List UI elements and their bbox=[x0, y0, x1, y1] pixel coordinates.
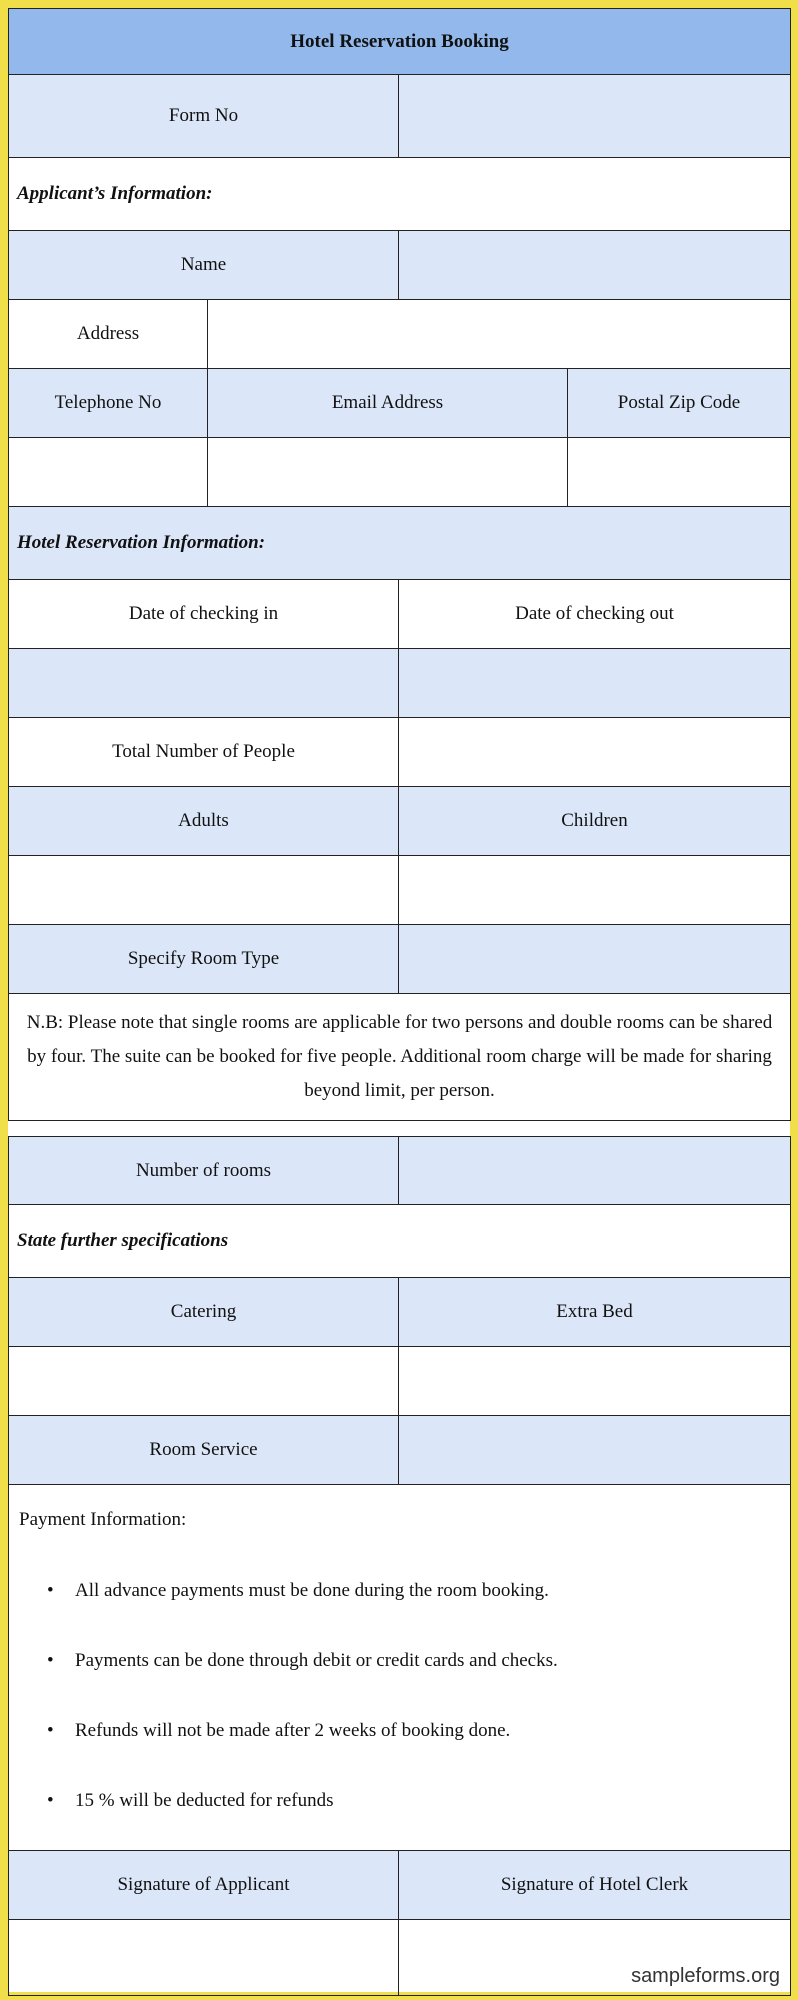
form-no-label: Form No bbox=[9, 75, 399, 158]
bullet-icon: • bbox=[47, 1790, 54, 1811]
address-field[interactable] bbox=[208, 300, 791, 369]
payment-info-block bbox=[9, 1485, 791, 1851]
extra-bed-label: Extra Bed bbox=[399, 1278, 791, 1347]
list-item: • Refunds will not be made after 2 weeks of booking done. bbox=[47, 1720, 511, 1741]
form-sheet bbox=[8, 8, 790, 1992]
payment-terms-list bbox=[9, 1581, 790, 1811]
email-field[interactable] bbox=[208, 438, 568, 507]
reservation-form-table bbox=[8, 8, 791, 1121]
applicant-signature-field[interactable] bbox=[9, 1920, 399, 1996]
checkout-field[interactable] bbox=[399, 649, 791, 718]
zip-field[interactable] bbox=[568, 438, 791, 507]
rooms-label: Number of rooms bbox=[9, 1137, 399, 1205]
watermark: sampleforms.org bbox=[631, 1965, 780, 1987]
further-section-heading: State further specifications bbox=[9, 1205, 791, 1278]
clerk-signature-label: Signature of Hotel Clerk bbox=[399, 1851, 791, 1920]
adults-field[interactable] bbox=[9, 856, 399, 925]
form-no-field[interactable] bbox=[399, 75, 791, 158]
children-label: Children bbox=[399, 787, 791, 856]
children-field[interactable] bbox=[399, 856, 791, 925]
name-field[interactable] bbox=[399, 231, 791, 300]
room-type-field[interactable] bbox=[399, 925, 791, 994]
list-item: • 15 % will be deducted for refunds bbox=[47, 1790, 334, 1811]
list-item: • Payments can be done through debit or credit cards and checks. bbox=[47, 1650, 558, 1671]
applicant-signature-label: Signature of Applicant bbox=[9, 1851, 399, 1920]
room-service-label: Room Service bbox=[9, 1416, 399, 1485]
name-label: Name bbox=[9, 231, 399, 300]
checkout-label: Date of checking out bbox=[399, 580, 791, 649]
checkin-field[interactable] bbox=[9, 649, 399, 718]
total-people-label: Total Number of People bbox=[9, 718, 399, 787]
telephone-field[interactable] bbox=[9, 438, 208, 507]
address-label: Address bbox=[9, 300, 208, 369]
adults-label: Adults bbox=[9, 787, 399, 856]
room-service-field[interactable] bbox=[399, 1416, 791, 1485]
catering-field[interactable] bbox=[9, 1347, 399, 1416]
telephone-label: Telephone No bbox=[9, 369, 208, 438]
rooms-field[interactable] bbox=[399, 1137, 791, 1205]
email-label: Email Address bbox=[208, 369, 568, 438]
form-title: Hotel Reservation Booking bbox=[9, 9, 791, 75]
extra-bed-field[interactable] bbox=[399, 1347, 791, 1416]
list-item: • All advance payments must be done during the room booking. bbox=[47, 1580, 549, 1601]
room-policy-note: N.B: Please note that single rooms are applicable for two persons and double rooms can be shared by four. The suite can be booked for five people. Additional room charge will be made for sharing beyond limit, per person. bbox=[9, 994, 791, 1121]
specifications-table bbox=[8, 1136, 791, 1996]
payment-info-title: Payment Information: bbox=[19, 1509, 187, 1530]
reservation-section-heading: Hotel Reservation Information: bbox=[9, 507, 791, 580]
bullet-icon: • bbox=[47, 1650, 54, 1671]
zip-label: Postal Zip Code bbox=[568, 369, 791, 438]
total-people-field[interactable] bbox=[399, 718, 791, 787]
catering-label: Catering bbox=[9, 1278, 399, 1347]
checkin-label: Date of checking in bbox=[9, 580, 399, 649]
applicant-section-heading: Applicant’s Information: bbox=[9, 158, 791, 231]
bullet-icon: • bbox=[47, 1720, 54, 1741]
bullet-icon: • bbox=[47, 1580, 54, 1601]
room-type-label: Specify Room Type bbox=[9, 925, 399, 994]
